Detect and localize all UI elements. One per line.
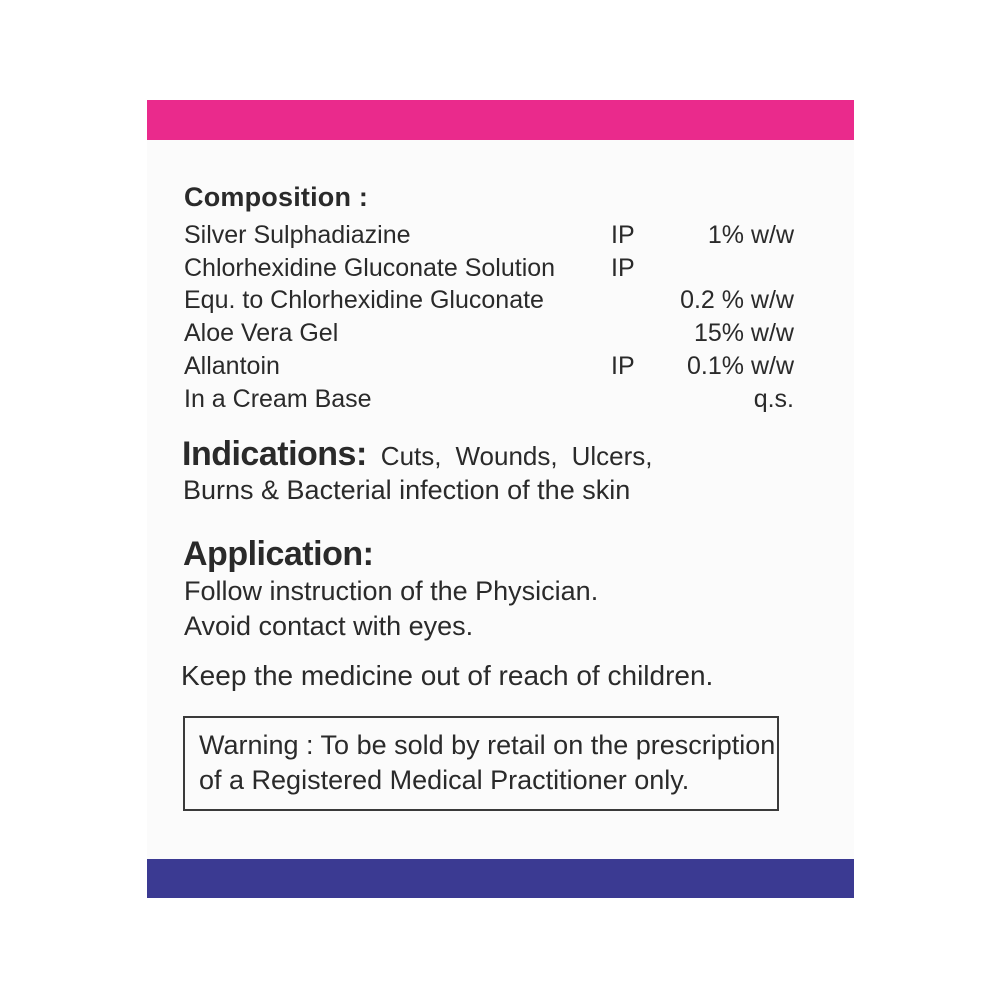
- top-color-band: [147, 100, 854, 140]
- ingredient-quantity: 1% w/w: [707, 221, 794, 249]
- indication-item: Wounds,: [455, 441, 558, 471]
- warning-line: Warning : To be sold by retail on the prescription: [199, 730, 776, 760]
- ingredient-name: Aloe Vera Gel: [184, 319, 339, 347]
- indication-item: Ulcers,: [571, 441, 653, 471]
- label-panel: [147, 100, 854, 898]
- ingredient-standard: IP: [611, 352, 635, 380]
- indication-item: Cuts,: [380, 441, 442, 471]
- ingredient-name: Chlorhexidine Gluconate Solution: [184, 254, 556, 282]
- warning-line: of a Registered Medical Practitioner only.: [199, 765, 690, 795]
- composition-row: [184, 352, 794, 384]
- ingredient-quantity: q.s.: [753, 385, 794, 413]
- composition-row: [184, 221, 794, 253]
- ingredient-standard: IP: [611, 221, 635, 249]
- keep-out-of-reach-note: Keep the medicine out of reach of children.: [181, 660, 714, 691]
- ingredient-name: Silver Sulphadiazine: [184, 221, 411, 249]
- application-line: Follow instruction of the Physician.: [184, 576, 599, 606]
- ingredient-standard: IP: [611, 254, 635, 282]
- indications-label: Indications:: [182, 435, 367, 473]
- ingredient-name: Allantoin: [184, 352, 280, 380]
- ingredient-quantity: 15% w/w: [693, 319, 794, 347]
- ingredient-name: Equ. to Chlorhexidine Gluconate: [184, 286, 544, 314]
- bottom-color-band: [147, 859, 854, 898]
- ingredient-quantity: 0.1% w/w: [687, 352, 794, 380]
- composition-row: [184, 286, 794, 318]
- indications-line: [182, 435, 653, 474]
- composition-heading: Composition :: [184, 182, 369, 212]
- ingredient-name: In a Cream Base: [184, 385, 372, 413]
- application-line: Avoid contact with eyes.: [184, 611, 474, 641]
- composition-row: [184, 254, 794, 286]
- composition-row: [184, 319, 794, 351]
- indications-continued: Burns & Bacterial infection of the skin: [183, 475, 631, 505]
- warning-box: [183, 716, 779, 811]
- composition-row: [184, 385, 794, 417]
- application-heading: Application:: [183, 535, 374, 573]
- ingredient-quantity: 0.2 % w/w: [680, 286, 794, 314]
